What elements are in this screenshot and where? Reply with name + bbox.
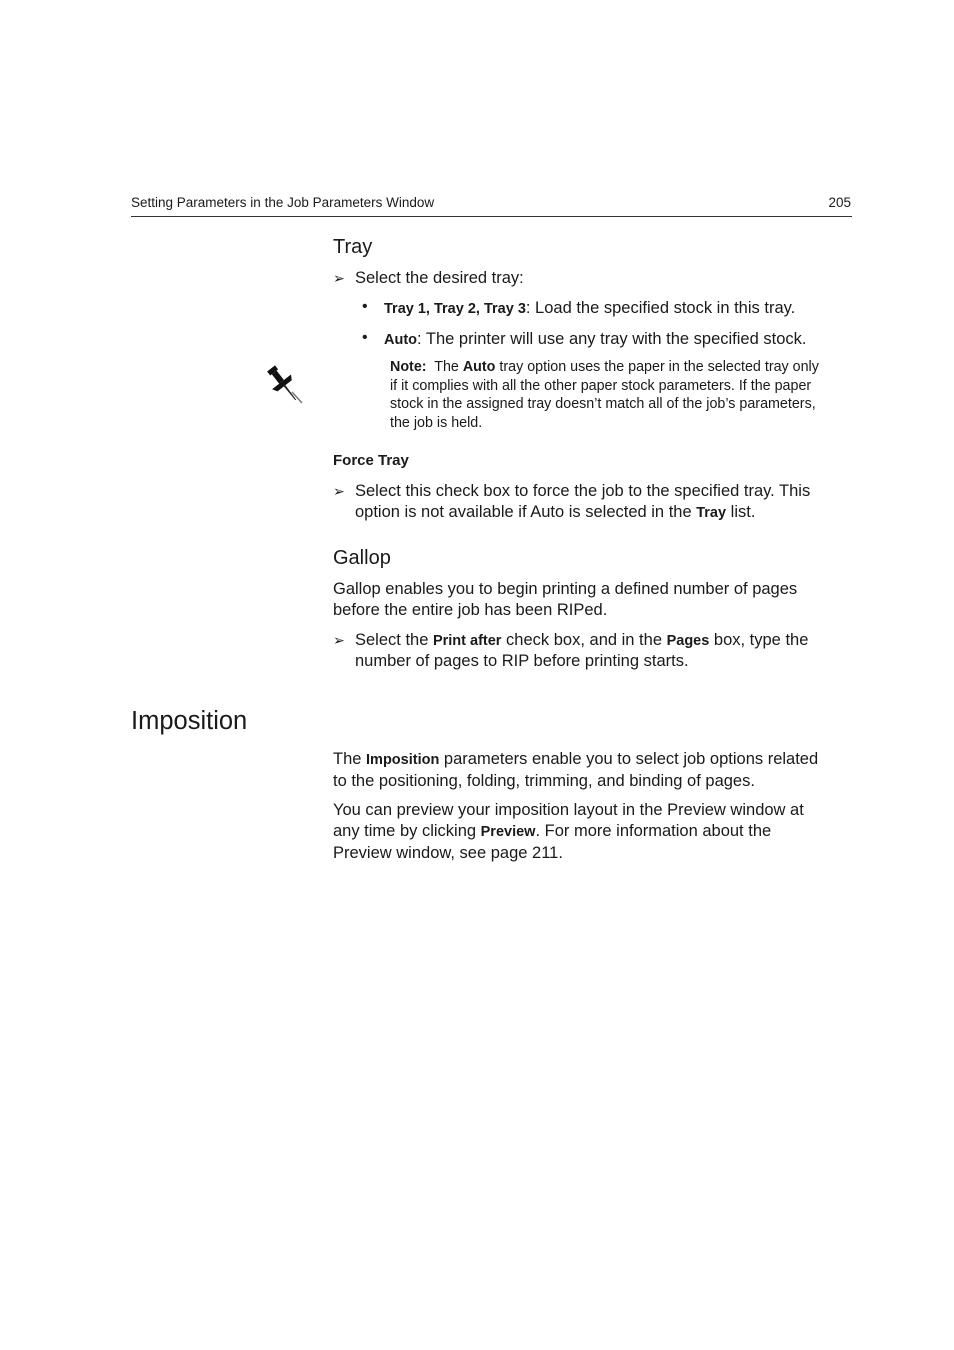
gallop-step-post: box, type the bbox=[709, 631, 809, 649]
step-arrow-icon: ➢ bbox=[333, 632, 345, 648]
note-line-3: stock in the assigned tray doesn’t match all of the job’s parameters, bbox=[390, 396, 816, 413]
force-tray-ui: Tray bbox=[696, 505, 727, 521]
imposition-p2-pre: any time by clicking bbox=[333, 822, 481, 840]
force-tray-line-2-pre: option is not available if Auto is selected in the bbox=[355, 503, 697, 521]
tray-bullet-2 bbox=[362, 329, 852, 351]
imposition-p1-line-2: to the positioning, folding, trimming, and binding of pages. bbox=[333, 772, 755, 790]
imposition-p2-post: . For more information about the bbox=[535, 822, 772, 840]
gallop-para-line-2: before the entire job has been RIPed. bbox=[333, 601, 608, 619]
gallop-step-pre: Select the bbox=[355, 631, 433, 649]
imposition-paragraph-2 bbox=[333, 800, 858, 864]
imposition-paragraph-1 bbox=[333, 749, 858, 792]
imposition-heading: Imposition bbox=[131, 707, 248, 735]
tray-bullet-2-text: : The printer will use any tray with the specified stock. bbox=[417, 330, 807, 348]
tray-bullet-2-ui: Auto bbox=[384, 332, 418, 348]
note-label: Note: bbox=[390, 359, 427, 375]
bullet-icon: • bbox=[362, 298, 368, 315]
imposition-p1-line-1 bbox=[333, 749, 858, 771]
imposition-ui: Imposition bbox=[366, 752, 440, 768]
preview-ui: Preview bbox=[480, 824, 536, 840]
note-line-2: if it complies with all the other paper stock parameters. If the paper bbox=[390, 377, 812, 394]
note-ui: Auto bbox=[462, 359, 496, 375]
gallop-para-line-1: Gallop enables you to begin printing a defined number of pages bbox=[333, 580, 798, 598]
force-tray-line-2-post: list. bbox=[726, 503, 756, 521]
page-number: 205 bbox=[828, 195, 851, 210]
note-pre: The bbox=[434, 359, 463, 375]
gallop-step bbox=[333, 630, 853, 674]
note-text-1: tray option uses the paper in the selected tray only bbox=[495, 359, 819, 375]
imposition-p2-line-2 bbox=[333, 821, 858, 843]
step-arrow-icon: ➢ bbox=[333, 270, 345, 286]
gallop-step-line-2: number of pages to RIP before printing starts. bbox=[355, 652, 689, 670]
note-line-4: the job is held. bbox=[390, 415, 483, 432]
running-header bbox=[131, 194, 852, 217]
tray-bullet-1-text: : Load the specified stock in this tray. bbox=[525, 299, 796, 317]
force-tray-line-1: Select this check box to force the job to the specified tray. This bbox=[355, 482, 811, 500]
note-line-1 bbox=[390, 358, 855, 377]
imposition-p2-line-3: Preview window, see page 211. bbox=[333, 844, 563, 862]
gallop-paragraph bbox=[333, 579, 853, 621]
tray-bullet-1-ui: Tray 1, Tray 2, Tray 3 bbox=[384, 301, 526, 317]
force-tray-line-2 bbox=[355, 502, 755, 524]
print-after-ui: Print after bbox=[432, 633, 502, 649]
imposition-p1-pre: The bbox=[333, 750, 367, 768]
gallop-heading: Gallop bbox=[333, 547, 391, 569]
tray-heading: Tray bbox=[333, 236, 373, 258]
imposition-p1-post: parameters enable you to select job options related bbox=[439, 750, 819, 768]
force-tray-step bbox=[333, 481, 853, 525]
running-header-title: Setting Parameters in the Job Parameters Window bbox=[131, 195, 435, 210]
step-arrow-icon: ➢ bbox=[333, 483, 345, 499]
note bbox=[390, 358, 855, 433]
tray-bullet-1 bbox=[362, 298, 852, 320]
tray-step-text: Select the desired tray: bbox=[355, 269, 524, 287]
force-tray-heading: Force Tray bbox=[333, 452, 409, 469]
gallop-step-line-1 bbox=[355, 630, 808, 652]
bullet-icon: • bbox=[362, 329, 368, 346]
gallop-step-mid: check box, and in the bbox=[501, 631, 667, 649]
imposition-p2-line-1: You can preview your imposition layout in the Preview window at bbox=[333, 801, 804, 819]
pages-ui: Pages bbox=[666, 633, 710, 649]
pushpin-icon bbox=[262, 362, 306, 408]
